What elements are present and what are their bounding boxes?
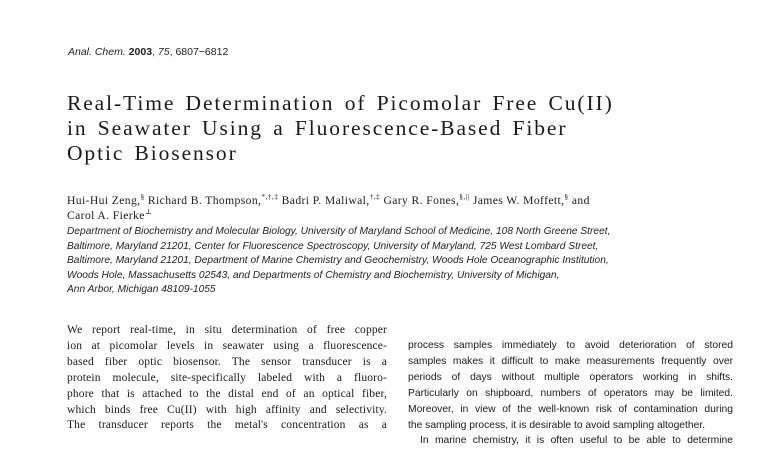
author-conjunction: and [568, 194, 590, 207]
body-line: periods of days without multiple operators working in shifts. [408, 371, 733, 383]
author-affiliation-mark: ⊥ [144, 207, 153, 217]
abstract-line: ion at picomolar levels in seawater using a fluorescence- [67, 339, 387, 352]
author-affiliation-mark: †,‡ [369, 192, 381, 202]
author-name: Hui-Hui Zeng, [67, 194, 141, 207]
title-line-3: Optic Biosensor [67, 141, 238, 165]
author-name: Badri P. Maliwal, [278, 194, 370, 207]
title-line-2: in Seawater Using a Fluorescence-Based Fiber [67, 116, 568, 140]
author-affiliation-mark: § [564, 192, 569, 202]
author-name: Carol A. Fierke [67, 209, 145, 222]
author-affiliation-mark: §,|| [459, 192, 470, 202]
citation-volume: 75 [157, 46, 170, 58]
affiliation-line: Baltimore, Maryland 21201, Center for Fluorescence Spectroscopy, University of Maryland, 725 West Lombard Street, [67, 240, 599, 252]
affiliation-block [67, 225, 747, 298]
author-affiliation-mark: *,†,‡ [261, 192, 279, 202]
affiliation-line: Baltimore, Maryland 21201, Department of Marine Chemistry and Geochemistry, Woods Hole Oceanographic Institution, [67, 255, 609, 267]
author-affiliation-mark: § [140, 192, 145, 202]
abstract-text [67, 323, 387, 434]
abstract-line: based fiber optic biosensor. The sensor transducer is a [67, 355, 387, 368]
author-name: James W. Moffett, [469, 194, 565, 207]
author-line-1 [67, 193, 727, 208]
affiliation-line: Department of Biochemistry and Molecular Biology, University of Maryland School of Medicine, 108 North Greene Street, [67, 226, 611, 237]
author-list [67, 193, 727, 223]
citation-year: 2003 [128, 46, 153, 58]
body-line: Particularly on shipboard, numbers of operators may be limited. [408, 387, 733, 399]
author-name: Gary R. Fones, [380, 194, 460, 207]
body-line: process samples immediately to avoid deterioration of stored [408, 340, 733, 351]
body-text-column-2 [408, 338, 733, 449]
body-line: In marine chemistry, it is often useful to be able to determine [420, 435, 733, 447]
abstract-line: protein molecule, site-specifically labeled with a fluoro- [67, 371, 387, 384]
citation-line: Anal. Chem. 2003, 75, 6807−6812 [68, 46, 229, 58]
author-name: Richard B. Thompson, [144, 194, 262, 207]
title-line-1: Real-Time Determination of Picomolar Free Cu(II) [67, 91, 614, 115]
body-line: samples makes it difficult to make measurements frequently over [408, 355, 733, 367]
affiliation-line: Ann Arbor, Michigan 48109-1055 [67, 284, 216, 296]
author-line-2 [67, 208, 727, 223]
citation-pages: 6807−6812 [175, 46, 229, 58]
journal-name: Anal. Chem. [68, 46, 126, 58]
affiliation-line: Woods Hole, Massachusetts 02543, and Departments of Chemistry and Biochemistry, University of Michigan, [67, 269, 560, 281]
abstract-line: phore that is attached to the distal end of an optical fiber, [67, 387, 387, 400]
body-line: the sampling process, it is desirable to avoid sampling altogether. [408, 419, 706, 431]
article-title [67, 91, 747, 166]
body-line: Moreover, in view of the well-known risk of contamination during [408, 403, 733, 415]
abstract-line: The transducer reports the metal's concentration as a [67, 419, 387, 432]
abstract-line: We report real-time, in situ determination of free copper [67, 324, 387, 336]
abstract-line: which binds free Cu(II) with high affinity and selectivity. [67, 403, 387, 416]
